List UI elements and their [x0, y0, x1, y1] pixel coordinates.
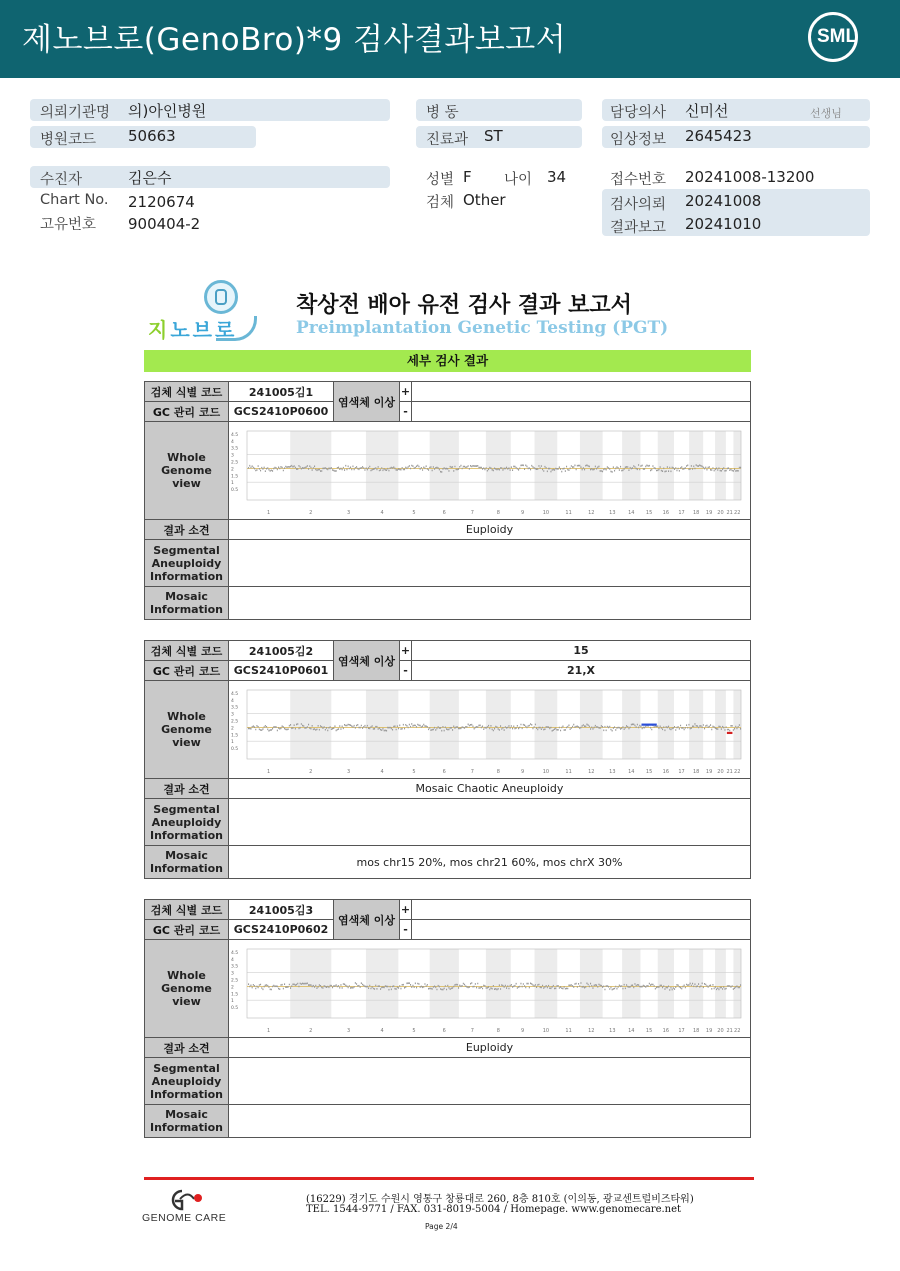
clinical-label: 임상정보 [610, 132, 667, 148]
wgv-label-line1: Whole [167, 710, 206, 723]
y-tick-label: 2 [231, 726, 234, 732]
chromosome-tick-label: 20 [717, 510, 724, 516]
y-tick-label: 4 [231, 439, 234, 445]
y-tick-label: 1 [231, 999, 234, 1005]
result-header: 결과 소견 [145, 1038, 229, 1058]
chromosome-tick-label: 6 [442, 1028, 446, 1034]
chromosome-tick-label: 3 [347, 769, 351, 775]
chromosome-tick-label: 4 [380, 1028, 384, 1034]
chromosome-tick-label: 19 [705, 769, 713, 775]
request-label: 검사의뢰 [610, 197, 667, 213]
wgv-label-line2: Genome [161, 982, 212, 995]
chromosome-tick-label: 18 [692, 510, 700, 516]
footer-contact: TEL. 1544-9771 / FAX. 031-8019-5004 / Homepage. www.genomecare.net [306, 1204, 682, 1215]
genobro-logo-word: 지노브로 [148, 318, 238, 342]
institution-value: 의)아인병원 [128, 102, 207, 120]
chromosome-tick-label: 10 [542, 1028, 550, 1034]
y-tick-label: 2.5 [231, 719, 239, 725]
mosaic-value [229, 587, 751, 620]
y-tick-label: 2 [231, 467, 234, 473]
ward-label: 병 동 [426, 105, 459, 121]
chromosome-tick-label: 12 [588, 510, 595, 516]
sml-logo [808, 12, 864, 64]
segmental-header [145, 1058, 229, 1105]
chart-value: 2120674 [128, 193, 195, 211]
y-tick-label: 2 [231, 985, 234, 991]
patient-value: 김은수 [128, 169, 172, 187]
chromosome-tick-label: 16 [662, 769, 670, 775]
chromosome-tick-label: 1 [267, 510, 271, 516]
chromosome-tick-label: 8 [496, 510, 500, 516]
chromosome-band [580, 949, 603, 1018]
chromosome-tick-label: 7 [470, 1028, 474, 1034]
chromosome-tick-label: 17 [678, 1028, 685, 1034]
y-tick-label: 3 [231, 712, 234, 718]
plus-sign: + [400, 641, 412, 661]
gc-code-header: GC 관리 코드 [145, 402, 229, 422]
chromosome-tick-label: 20 [717, 769, 724, 775]
chromosome-tick-label: 18 [692, 1028, 700, 1034]
plus-sign: + [400, 382, 412, 402]
y-tick-label: 4 [231, 957, 234, 963]
chromosome-tick-label: 18 [692, 769, 700, 775]
genome-care-logo-mark [164, 1188, 204, 1212]
minus-sign: - [400, 661, 412, 681]
loss-value [412, 920, 751, 940]
chromosome-tick-label: 22 [734, 1028, 741, 1034]
result-header: 결과 소견 [145, 520, 229, 540]
chromosome-tick-label: 5 [412, 510, 416, 516]
report-label: 결과보고 [610, 220, 667, 236]
chromosome-tick-label: 1 [267, 1028, 271, 1034]
gc-code: GCS2410P0601 [229, 661, 334, 681]
chromosome-tick-label: 15 [645, 1028, 653, 1034]
report-header-bar [0, 0, 900, 78]
chromosome-tick-label: 20 [717, 1028, 724, 1034]
genome-plot-cell [229, 681, 751, 779]
loss-value [412, 402, 751, 422]
chromosome-band [715, 690, 726, 759]
genome-plot [229, 940, 747, 1037]
genobro-logo-circle [204, 280, 238, 314]
chromosome-band [486, 690, 511, 759]
chromosome-band [733, 431, 741, 500]
chromosome-tick-label: 8 [496, 769, 500, 775]
page-number: Page 2/4 [425, 1222, 458, 1231]
dept-value: ST [484, 127, 503, 145]
report-title: 제노브로(GenoBro)*9 검사결과보고서 [22, 22, 567, 58]
segmental-value [229, 540, 751, 587]
y-tick-label: 1 [231, 481, 234, 487]
age-label: 나이 [504, 172, 533, 188]
pgt-title-en: Preimplantation Genetic Testing (PGT) [296, 318, 669, 338]
y-tick-label: 1.5 [231, 474, 239, 480]
chromosome-tick-label: 10 [542, 769, 550, 775]
specimen-code: 241005김3 [229, 900, 334, 920]
genome-care-logo-text: GENOME CARE [142, 1212, 227, 1224]
specimen-code: 241005김2 [229, 641, 334, 661]
result-value: Mosaic Chaotic Aneuploidy [229, 779, 751, 799]
chromosome-abnormality-header: 염색체 이상 [334, 641, 400, 681]
chromosome-band [366, 949, 398, 1018]
chromosome-band [580, 431, 603, 500]
seg-label-line2: Aneuploidy [151, 815, 222, 829]
segmental-value [229, 1058, 751, 1105]
gc-code-header: GC 관리 코드 [145, 920, 229, 940]
mos-label-line2: Information [150, 603, 223, 616]
chromosome-tick-label: 13 [609, 510, 616, 516]
doctor-suffix: 선생님 [810, 107, 842, 120]
chromosome-band [622, 949, 640, 1018]
specimen-code: 241005김1 [229, 382, 334, 402]
genome-care-logo [142, 1188, 238, 1228]
clinical-value: 2645423 [685, 127, 752, 145]
sml-logo-text: SML [816, 26, 858, 47]
gc-code-header: GC 관리 코드 [145, 661, 229, 681]
minus-sign: - [400, 402, 412, 422]
chromosome-band [290, 949, 331, 1018]
doctor-label: 담당의사 [610, 105, 667, 121]
segmental-value [229, 799, 751, 846]
chromosome-tick-label: 12 [588, 769, 595, 775]
plus-sign: + [400, 900, 412, 920]
chromosome-band [535, 949, 558, 1018]
result-header: 결과 소견 [145, 779, 229, 799]
chromosome-tick-label: 14 [628, 510, 635, 516]
y-tick-label: 1 [231, 740, 234, 746]
y-tick-label: 3.5 [231, 964, 239, 970]
institution-label: 의뢰기관명 [40, 105, 111, 121]
sample-table-2 [144, 640, 751, 879]
uid-label: 고유번호 [40, 217, 97, 233]
chromosome-tick-label: 9 [521, 510, 525, 516]
chromosome-tick-label: 22 [734, 510, 741, 516]
chromosome-tick-label: 4 [380, 510, 384, 516]
seg-label-line3: Information [150, 569, 223, 583]
receipt-label: 접수번호 [610, 172, 667, 188]
chromosome-tick-label: 16 [662, 1028, 670, 1034]
chromosome-band [535, 690, 558, 759]
segmental-header [145, 799, 229, 846]
seg-label-line3: Information [150, 828, 223, 842]
wgv-label-line3: view [172, 477, 201, 490]
wgv-label-line3: view [172, 995, 201, 1008]
pgt-title-ko: 착상전 배아 유전 검사 결과 보고서 [296, 293, 632, 318]
y-tick-label: 1.5 [231, 992, 239, 998]
chromosome-band [658, 690, 674, 759]
hospital-code-label: 병원코드 [40, 132, 97, 148]
mos-label-line1: Mosaic [165, 849, 208, 862]
genome-plot [229, 422, 747, 519]
chromosome-tick-label: 15 [645, 510, 653, 516]
genome-plot [229, 681, 747, 778]
seg-label-line1: Segmental [153, 1061, 220, 1075]
gc-code: GCS2410P0602 [229, 920, 334, 940]
request-value: 20241008 [685, 192, 762, 210]
seg-label-line2: Aneuploidy [151, 556, 222, 570]
seg-label-line1: Segmental [153, 543, 220, 557]
chromosome-tick-label: 22 [734, 769, 741, 775]
y-tick-label: 3 [231, 971, 234, 977]
mos-label-line2: Information [150, 862, 223, 875]
specimen-label: 검체 [426, 195, 455, 211]
chromosome-abnormality-header: 염색체 이상 [334, 900, 400, 940]
specimen-value: Other [463, 191, 506, 209]
gain-value: 15 [412, 641, 751, 661]
seg-label-line3: Information [150, 1087, 223, 1101]
chromosome-tick-label: 3 [347, 1028, 351, 1034]
chromosome-band [290, 431, 331, 500]
mosaic-header [145, 846, 229, 879]
y-tick-label: 3.5 [231, 446, 239, 452]
chromosome-band [622, 431, 640, 500]
chart-label: Chart No. [40, 192, 109, 208]
chromosome-tick-label: 15 [645, 769, 653, 775]
mos-label-line1: Mosaic [165, 1108, 208, 1121]
y-tick-label: 2.5 [231, 978, 239, 984]
y-tick-label: 4.5 [231, 432, 239, 438]
chromosome-abnormality-header: 염색체 이상 [334, 382, 400, 422]
specimen-code-header: 검체 식별 코드 [145, 900, 229, 920]
specimen-code-header: 검체 식별 코드 [145, 641, 229, 661]
report-value: 20241010 [685, 215, 762, 233]
mos-label-line1: Mosaic [165, 590, 208, 603]
wgv-label-line2: Genome [161, 723, 212, 736]
patient-label: 수진자 [40, 172, 83, 188]
chromosome-tick-label: 7 [470, 769, 474, 775]
chromosome-tick-label: 9 [521, 769, 525, 775]
whole-genome-view-header [145, 940, 229, 1038]
chromosome-tick-label: 19 [705, 510, 713, 516]
chromosome-band [689, 949, 703, 1018]
whole-genome-view-header [145, 681, 229, 779]
chromosome-band [430, 949, 459, 1018]
y-tick-label: 0.5 [231, 488, 239, 494]
chromosome-tick-label: 19 [705, 1028, 713, 1034]
seg-label-line1: Segmental [153, 802, 220, 816]
chromosome-tick-label: 17 [678, 769, 685, 775]
chromosome-band [535, 431, 558, 500]
chromosome-tick-label: 2 [309, 510, 313, 516]
chromosome-tick-label: 21 [726, 769, 733, 775]
chromosome-band [486, 431, 511, 500]
seg-label-line2: Aneuploidy [151, 1074, 222, 1088]
y-tick-label: 0.5 [231, 1006, 239, 1012]
y-tick-label: 4.5 [231, 691, 239, 697]
genome-plot-cell [229, 940, 751, 1038]
doctor-value: 신미선 [685, 102, 729, 120]
chromosome-tick-label: 21 [726, 1028, 733, 1034]
genome-plot-cell [229, 422, 751, 520]
specimen-code-header: 검체 식별 코드 [145, 382, 229, 402]
hospital-code-value: 50663 [128, 127, 176, 145]
chromosome-tick-label: 11 [565, 1028, 572, 1034]
chromosome-band [715, 431, 726, 500]
y-tick-label: 1.5 [231, 733, 239, 739]
whole-genome-view-header [145, 422, 229, 520]
dept-label: 진료과 [426, 132, 469, 148]
chromosome-tick-label: 16 [662, 510, 670, 516]
receipt-value: 20241008-13200 [685, 168, 815, 186]
chromosome-tick-label: 14 [628, 769, 635, 775]
chromosome-tick-label: 2 [309, 769, 313, 775]
wgv-label-line1: Whole [167, 451, 206, 464]
chromosome-tick-label: 11 [565, 769, 572, 775]
chromosome-tick-label: 6 [442, 769, 446, 775]
chromosome-tick-label: 21 [726, 510, 733, 516]
loss-value: 21,X [412, 661, 751, 681]
patient-pill [30, 166, 390, 188]
section-title: 세부 검사 결과 [144, 350, 751, 372]
age-value: 34 [547, 168, 567, 186]
chromosome-band [366, 431, 398, 500]
chromosome-band [715, 949, 726, 1018]
footer-divider [144, 1177, 754, 1180]
chromosome-tick-label: 11 [565, 510, 572, 516]
chromosome-band [658, 949, 674, 1018]
chromosome-tick-label: 1 [267, 769, 271, 775]
chromosome-tick-label: 13 [609, 769, 616, 775]
mosaic-value [229, 1105, 751, 1138]
segmental-header [145, 540, 229, 587]
minus-sign: - [400, 920, 412, 940]
chromosome-tick-label: 6 [442, 510, 446, 516]
chromosome-tick-label: 8 [496, 1028, 500, 1034]
sex-label: 성별 [426, 172, 455, 188]
chromosome-tick-label: 4 [380, 769, 384, 775]
chromosome-tick-label: 9 [521, 1028, 525, 1034]
chromosome-band [366, 690, 398, 759]
y-tick-label: 3.5 [231, 705, 239, 711]
chromosome-tick-label: 10 [542, 510, 550, 516]
chromosome-tick-label: 13 [609, 1028, 616, 1034]
sample-table-1 [144, 381, 751, 620]
chromosome-tick-label: 2 [309, 1028, 313, 1034]
chromosome-band [733, 949, 741, 1018]
gain-value [412, 900, 751, 920]
mosaic-header [145, 1105, 229, 1138]
sample-table-3 [144, 899, 751, 1138]
gc-code: GCS2410P0600 [229, 402, 334, 422]
footer-address: (16229) 경기도 수원시 영통구 창룡대로 260, 8층 810호 (이의동, 광교센트럴비즈타워) [306, 1194, 694, 1205]
wgv-label-line3: view [172, 736, 201, 749]
chromosome-band [689, 690, 703, 759]
y-tick-label: 4.5 [231, 950, 239, 956]
uid-value: 900404-2 [128, 215, 201, 233]
mos-label-line2: Information [150, 1121, 223, 1134]
mosaic-value: mos chr15 20%, mos chr21 60%, mos chrX 30% [229, 846, 751, 879]
chromosome-tick-label: 3 [347, 510, 351, 516]
gain-value [412, 382, 751, 402]
y-tick-label: 2.5 [231, 460, 239, 466]
result-value: Euploidy [229, 1038, 751, 1058]
wgv-label-line1: Whole [167, 969, 206, 982]
mosaic-header [145, 587, 229, 620]
chromosome-band [430, 431, 459, 500]
y-tick-label: 3 [231, 453, 234, 459]
wgv-label-line2: Genome [161, 464, 212, 477]
genobro-logo [146, 280, 256, 340]
y-tick-label: 0.5 [231, 747, 239, 753]
result-value: Euploidy [229, 520, 751, 540]
chromosome-tick-label: 5 [412, 769, 416, 775]
chromosome-band [658, 431, 674, 500]
chromosome-band [430, 690, 459, 759]
y-tick-label: 4 [231, 698, 234, 704]
chromosome-tick-label: 7 [470, 510, 474, 516]
chromosome-tick-label: 12 [588, 1028, 595, 1034]
chromosome-tick-label: 17 [678, 510, 685, 516]
chromosome-tick-label: 5 [412, 1028, 416, 1034]
sex-value: F [463, 168, 472, 186]
chromosome-tick-label: 14 [628, 1028, 635, 1034]
chromosome-band [486, 949, 511, 1018]
